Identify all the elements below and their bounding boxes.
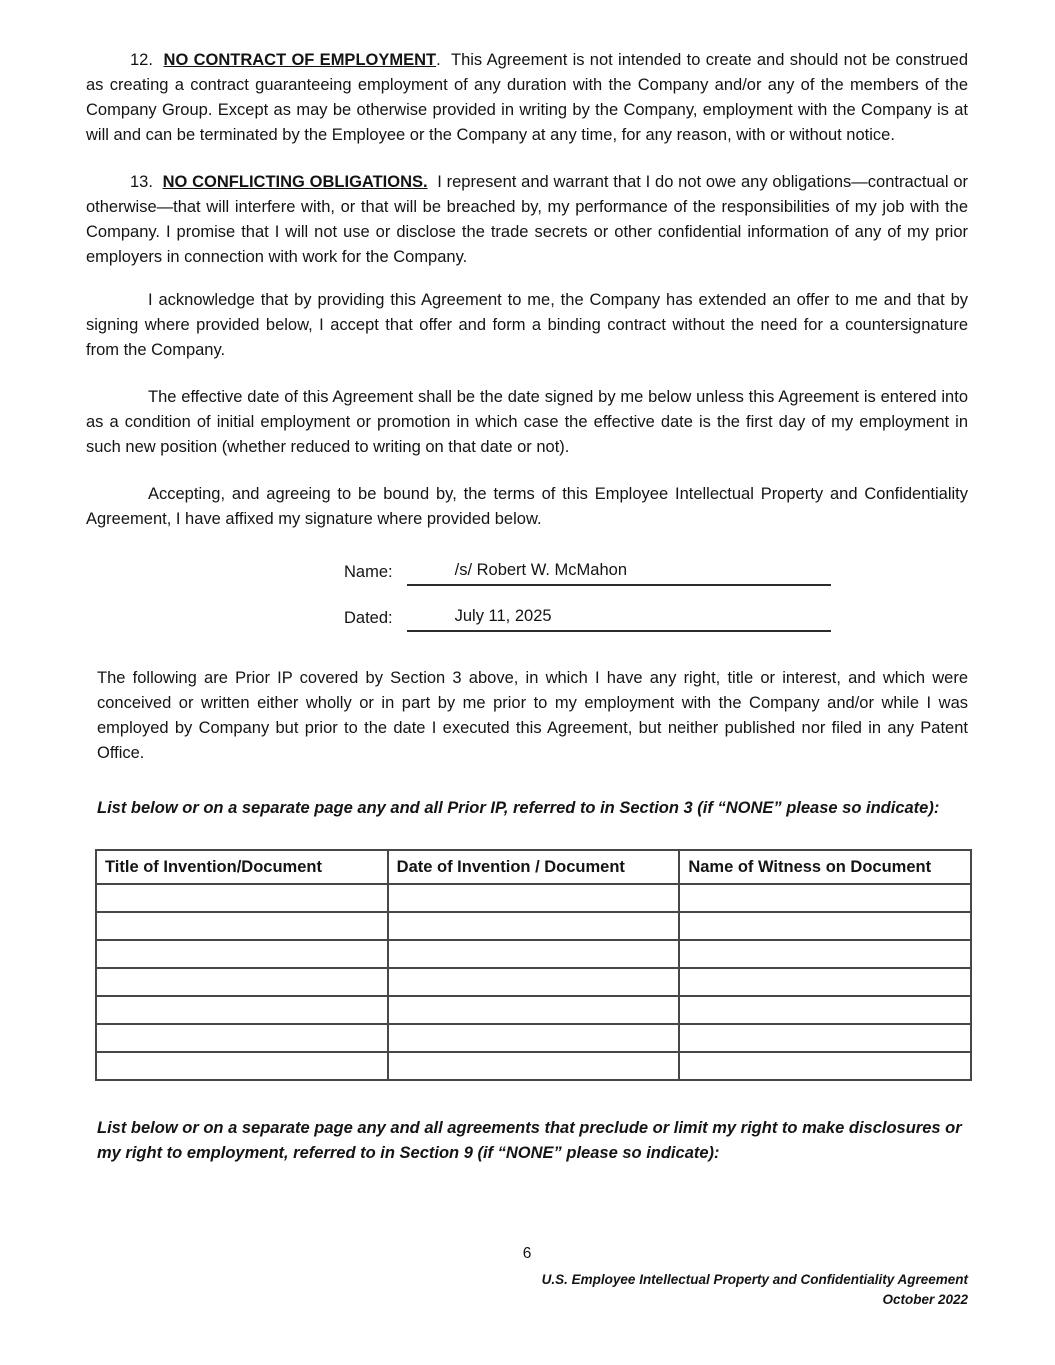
footer-document-title-block	[86, 1270, 968, 1310]
table-cell[interactable]	[679, 968, 971, 996]
signature-block	[86, 558, 968, 632]
footer-document-date: October 2022	[882, 1292, 968, 1307]
table-header-row	[96, 850, 971, 884]
prior-ip-table-head	[96, 850, 971, 884]
table-cell[interactable]	[388, 996, 680, 1024]
table-row	[96, 996, 971, 1024]
table-cell[interactable]	[679, 884, 971, 912]
section-12-body: This Agreement is not intended to create and should not be construed as creating a contract guaranteeing employment of any duration with the Company and/or any of the members of the Company Group. Except as may be otherwise provided in writing by the Company, employment with the Company is at will and can be terminated by the Employee or the Company at any time, for any reason, with or without notice.	[86, 51, 968, 144]
table-row	[96, 968, 971, 996]
page-number: 6	[522, 1245, 532, 1262]
prior-ip-table	[95, 849, 972, 1081]
effective-date-paragraph: The effective date of this Agreement shall be the date signed by me below unless this Agreement is entered into as a condition of initial employment or promotion in which case the effective date is the first day of my employment in such new position (whether reduced to writing on that date or not).	[86, 388, 968, 456]
signature-dated-row	[344, 604, 831, 632]
name-label: Name:	[344, 563, 393, 581]
name-signature-field[interactable]: /s/ Robert W. McMahon	[407, 558, 831, 586]
table-cell[interactable]	[96, 996, 388, 1024]
table-row	[96, 1052, 971, 1080]
page-footer	[86, 1244, 968, 1310]
column-header-title: Title of Invention/Document	[96, 850, 388, 884]
table-cell[interactable]	[96, 1052, 388, 1080]
section-12-paragraph	[86, 48, 968, 148]
table-row	[96, 884, 971, 912]
table-cell[interactable]	[388, 968, 680, 996]
accepting-paragraph: Accepting, and agreeing to be bound by, the terms of this Employee Intellectual Property and Confidentiality Agreement, I have affixed my signature where provided below.	[86, 485, 968, 528]
table-cell[interactable]	[679, 912, 971, 940]
section-13-number: 13.	[130, 173, 153, 191]
prior-ip-list-instruction: List below or on a separate page any and all Prior IP, referred to in Section 3 (if “NONE” please so indicate):	[97, 799, 940, 817]
table-cell[interactable]	[96, 1024, 388, 1052]
dated-field[interactable]: July 11, 2025	[407, 604, 831, 632]
table-cell[interactable]	[96, 884, 388, 912]
table-cell[interactable]	[388, 912, 680, 940]
table-cell[interactable]	[388, 884, 680, 912]
table-cell[interactable]	[388, 1052, 680, 1080]
table-cell[interactable]	[388, 940, 680, 968]
signature-name-row	[344, 558, 831, 586]
column-header-witness: Name of Witness on Document	[679, 850, 971, 884]
section-12-number: 12.	[130, 51, 153, 69]
prior-ip-table-body	[96, 884, 971, 1080]
table-cell[interactable]	[96, 968, 388, 996]
table-cell[interactable]	[679, 1024, 971, 1052]
prior-ip-intro-paragraph: The following are Prior IP covered by Section 3 above, in which I have any right, title or interest, and which were conceived or written either wholly or in part by me prior to my employment with the Company and/or while I was employed by Company but prior to the date I executed this Agreement, but neither published nor filed in any Patent Office.	[97, 669, 968, 762]
table-cell[interactable]	[96, 912, 388, 940]
table-row	[96, 912, 971, 940]
table-row	[96, 1024, 971, 1052]
acknowledge-paragraph: I acknowledge that by providing this Agreement to me, the Company has extended an offer to me and that by signing where provided below, I accept that offer and form a binding contract without the need for a countersignature from the Company.	[86, 291, 968, 359]
section-12-heading: NO CONTRACT OF EMPLOYMENT	[163, 51, 437, 69]
section-13-paragraph	[86, 170, 968, 270]
table-cell[interactable]	[679, 1052, 971, 1080]
section-13-body: I represent and warrant that I do not owe any obligations—contractual or otherwise—that will interfere with, or that will be breached by, my performance of the responsibilities of my job with the Company. I promise that I will not use or disclose the trade secrets or other confidential information of any of my prior employers in connection with work for the Company.	[86, 173, 968, 266]
table-cell[interactable]	[388, 1024, 680, 1052]
table-cell[interactable]	[96, 940, 388, 968]
dated-label: Dated:	[344, 609, 393, 627]
table-row	[96, 940, 971, 968]
table-cell[interactable]	[679, 940, 971, 968]
section-12-heading-period: .	[436, 51, 441, 69]
section-13-heading: NO CONFLICTING OBLIGATIONS.	[162, 173, 428, 191]
column-header-date: Date of Invention / Document	[388, 850, 680, 884]
footer-document-title: U.S. Employee Intellectual Property and Confidentiality Agreement	[541, 1272, 968, 1287]
disclosure-list-instruction: List below or on a separate page any and all agreements that preclude or limit my right to make disclosures or my right to employment, referred to in Section 9 (if “NONE” please so indicate):	[97, 1119, 962, 1162]
table-cell[interactable]	[679, 996, 971, 1024]
